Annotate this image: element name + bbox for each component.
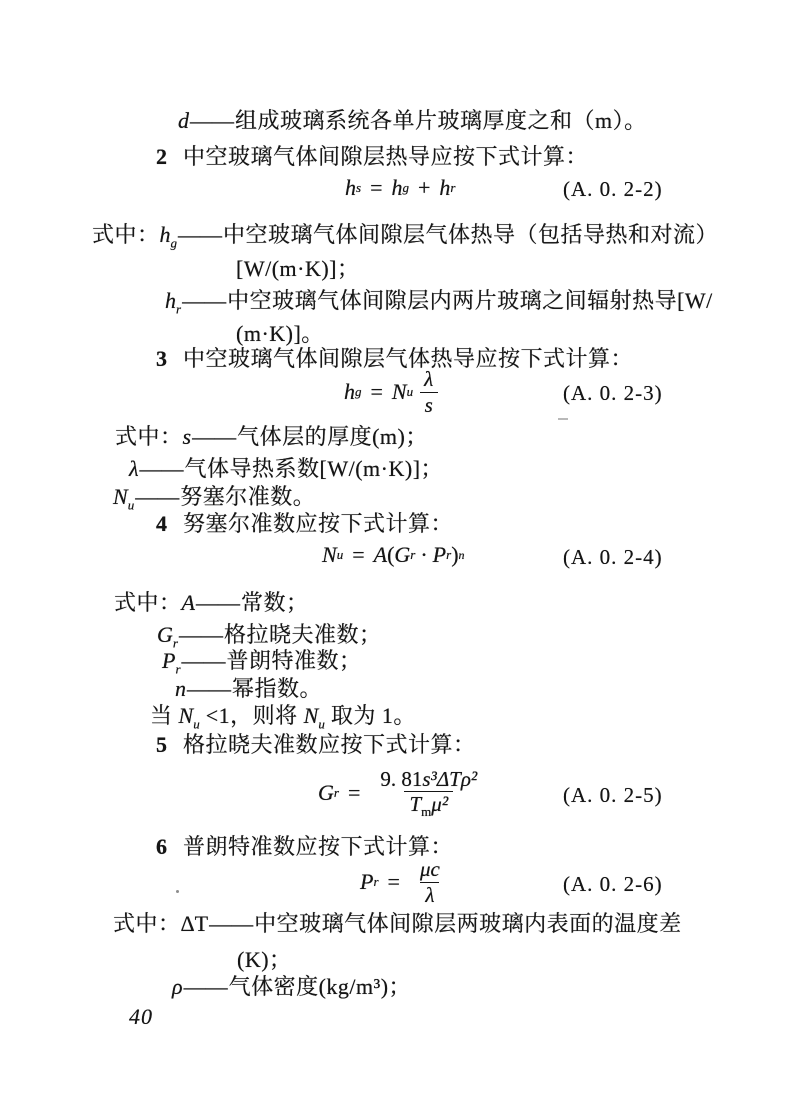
sub-r: r (175, 661, 181, 677)
where-prefix: 式中： (115, 424, 183, 449)
item-number: 3 (156, 346, 167, 371)
definition-text: 气体层的厚度(m)； (237, 424, 428, 449)
equals-sign: = (370, 379, 383, 404)
fraction (415, 858, 445, 905)
sup-n: n (458, 547, 465, 562)
definition-line-A (114, 589, 308, 617)
scan-artifact (558, 418, 568, 420)
definition-text: 中空玻璃气体间隙层气体热导（包括导热和对流） (223, 222, 719, 247)
formula-a026 (360, 857, 445, 907)
denominator (404, 791, 453, 819)
where-prefix: 式中： (114, 590, 182, 615)
equals-sign: = (347, 780, 361, 805)
item-text: 中空玻璃气体间隙层气体热导应按下式计算： (183, 346, 634, 371)
coefficient: 9. 81 (380, 766, 423, 791)
clause-item-5 (156, 731, 476, 759)
var-h: h (439, 175, 451, 200)
var-P: P (432, 542, 447, 567)
em-dash: —— (139, 456, 184, 481)
unit-text: (m·K)]。 (236, 321, 324, 346)
nu-rule-line (150, 702, 416, 733)
symbol-n: n (175, 676, 186, 701)
symbol-A: A (181, 590, 195, 615)
numerator-lambda: λ (424, 367, 434, 392)
denominator-lambda: λ (420, 882, 439, 906)
sub-g: g (402, 180, 409, 195)
definition-text: 气体导热系数[W/(m·K)]； (184, 456, 444, 481)
unit-text: (K)； (237, 947, 292, 972)
sub-u: u (193, 716, 200, 732)
numerator-mu-c: μc (419, 857, 440, 882)
symbol-Gr: G (157, 622, 173, 647)
definition-line-Pr (162, 647, 362, 678)
sub-r: r (410, 547, 416, 562)
equation-number-a025: (A. 0. 2-5) (563, 783, 663, 807)
var-T: T (409, 791, 422, 816)
var-h: h (344, 379, 355, 404)
page-number: 40 (129, 1004, 153, 1029)
sub-r: r (446, 547, 452, 562)
equation-number-a024: (A. 0. 2-4) (563, 545, 663, 569)
definition-cont-dT (237, 946, 292, 974)
item-number: 2 (156, 144, 167, 169)
em-dash: —— (195, 590, 240, 615)
definition-text: 努塞尔准数。 (180, 484, 316, 509)
item-text: 中空玻璃气体间隙层热导应按下式计算： (183, 144, 589, 169)
item-text: 普朗特准数应按下式计算： (183, 834, 454, 859)
var-P: P (360, 869, 374, 894)
sub-r: r (333, 785, 339, 800)
where-prefix: 式中： (92, 222, 160, 247)
sub-s: s (356, 180, 362, 195)
symbol-deltaT: ΔT (180, 911, 209, 936)
item-number: 4 (156, 511, 167, 536)
rule-text: <1，则将 (199, 703, 304, 728)
sub-u: u (406, 384, 414, 399)
symbol-s: s (182, 424, 192, 449)
equals-sign: = (352, 542, 365, 567)
rule-text: 当 (150, 703, 179, 728)
rule-text: 取为 1。 (324, 703, 416, 728)
em-dash: —— (181, 648, 226, 673)
var-h: h (391, 175, 403, 200)
clause-item-2 (156, 143, 588, 171)
sub-u: u (318, 716, 325, 732)
symbol-Nu: N (113, 484, 128, 509)
denominator-s: s (420, 392, 438, 416)
symbol-hg: h (159, 222, 171, 247)
formula-a024 (322, 542, 465, 568)
item-number: 5 (156, 732, 167, 757)
equation-number-a026: (A. 0. 2-6) (563, 872, 663, 896)
plus-sign: + (417, 175, 431, 200)
symbol-d: d (178, 108, 189, 133)
definition-text: 普朗特准数； (226, 648, 362, 673)
scan-artifact (176, 890, 179, 893)
equals-sign: = (370, 175, 383, 200)
equation-number-a022: (A. 0. 2-2) (563, 177, 663, 201)
item-number: 6 (156, 834, 167, 859)
definition-text: 中空玻璃气体间隙层内两片玻璃之间辐射热导[W/ (227, 288, 713, 313)
var-A: A (373, 542, 388, 567)
numerator (375, 768, 482, 791)
sub-u: u (336, 547, 344, 562)
clause-item-4 (156, 510, 453, 538)
sub-r: r (373, 874, 379, 889)
fraction (375, 768, 482, 819)
fraction (419, 368, 438, 415)
definition-text: 组成玻璃系统各单片玻璃厚度之和（m）。 (235, 108, 647, 133)
sub-r: r (176, 301, 182, 317)
sub-u: u (127, 497, 135, 513)
definition-line-dT (113, 910, 682, 938)
item-text: 努塞尔准数应按下式计算： (183, 511, 454, 536)
definition-line-d (178, 107, 647, 135)
var-N: N (178, 703, 194, 728)
item-text: 格拉晓夫准数应按下式计算： (183, 732, 476, 757)
equals-sign: = (387, 869, 400, 894)
sub-g: g (355, 384, 362, 399)
em-dash: —— (192, 424, 237, 449)
definition-text: 气体密度(kg/m³)； (228, 974, 412, 999)
em-dash: —— (183, 974, 228, 999)
var-G: G (318, 780, 334, 805)
sub-r: r (172, 635, 178, 651)
right-paren: ) (451, 542, 459, 567)
definition-line-s (115, 423, 428, 451)
var-h: h (345, 175, 356, 200)
unit-text: [W/(m·K)]； (236, 256, 360, 281)
var-G: G (394, 542, 411, 567)
var-N: N (391, 379, 407, 404)
em-dash: —— (135, 484, 180, 509)
middot: · (420, 542, 428, 567)
formula-a023 (344, 366, 438, 418)
definition-line-n (175, 675, 322, 703)
definition-text: 格拉晓夫准数； (223, 622, 382, 647)
definition-line-rho (172, 973, 411, 1001)
definition-line-lambda (129, 455, 443, 483)
em-dash: —— (190, 108, 234, 133)
var-N: N (322, 542, 337, 567)
definition-line-hr (165, 287, 713, 318)
symbol-Pr: P (162, 648, 176, 673)
equation-number-a023: (A. 0. 2-3) (563, 381, 663, 405)
definition-line-hg (92, 221, 718, 252)
numerator-vars: s³ΔTρ² (422, 766, 478, 791)
sub-g: g (170, 235, 178, 251)
where-prefix: 式中： (113, 911, 181, 936)
var-mu-squared: μ² (431, 791, 449, 816)
formula-a025 (318, 764, 482, 822)
sub-r: r (450, 180, 456, 195)
formula-a022 (345, 175, 455, 201)
definition-cont-hr (236, 320, 324, 348)
definition-text: 幂指数。 (232, 676, 323, 701)
symbol-lambda: λ (129, 456, 139, 481)
em-dash: —— (178, 222, 223, 247)
em-dash: —— (209, 911, 254, 936)
definition-text: 中空玻璃气体间隙层两玻璃内表面的温度差 (254, 911, 682, 936)
symbol-hr: h (165, 288, 176, 313)
definition-cont-hg (236, 255, 360, 283)
left-paren: ( (387, 542, 395, 567)
symbol-rho: ρ (172, 974, 183, 999)
definition-text: 常数； (240, 590, 309, 615)
em-dash: —— (178, 622, 223, 647)
var-N: N (303, 703, 319, 728)
sub-m: m (421, 803, 432, 819)
em-dash: —— (182, 288, 227, 313)
em-dash: —— (187, 676, 231, 701)
